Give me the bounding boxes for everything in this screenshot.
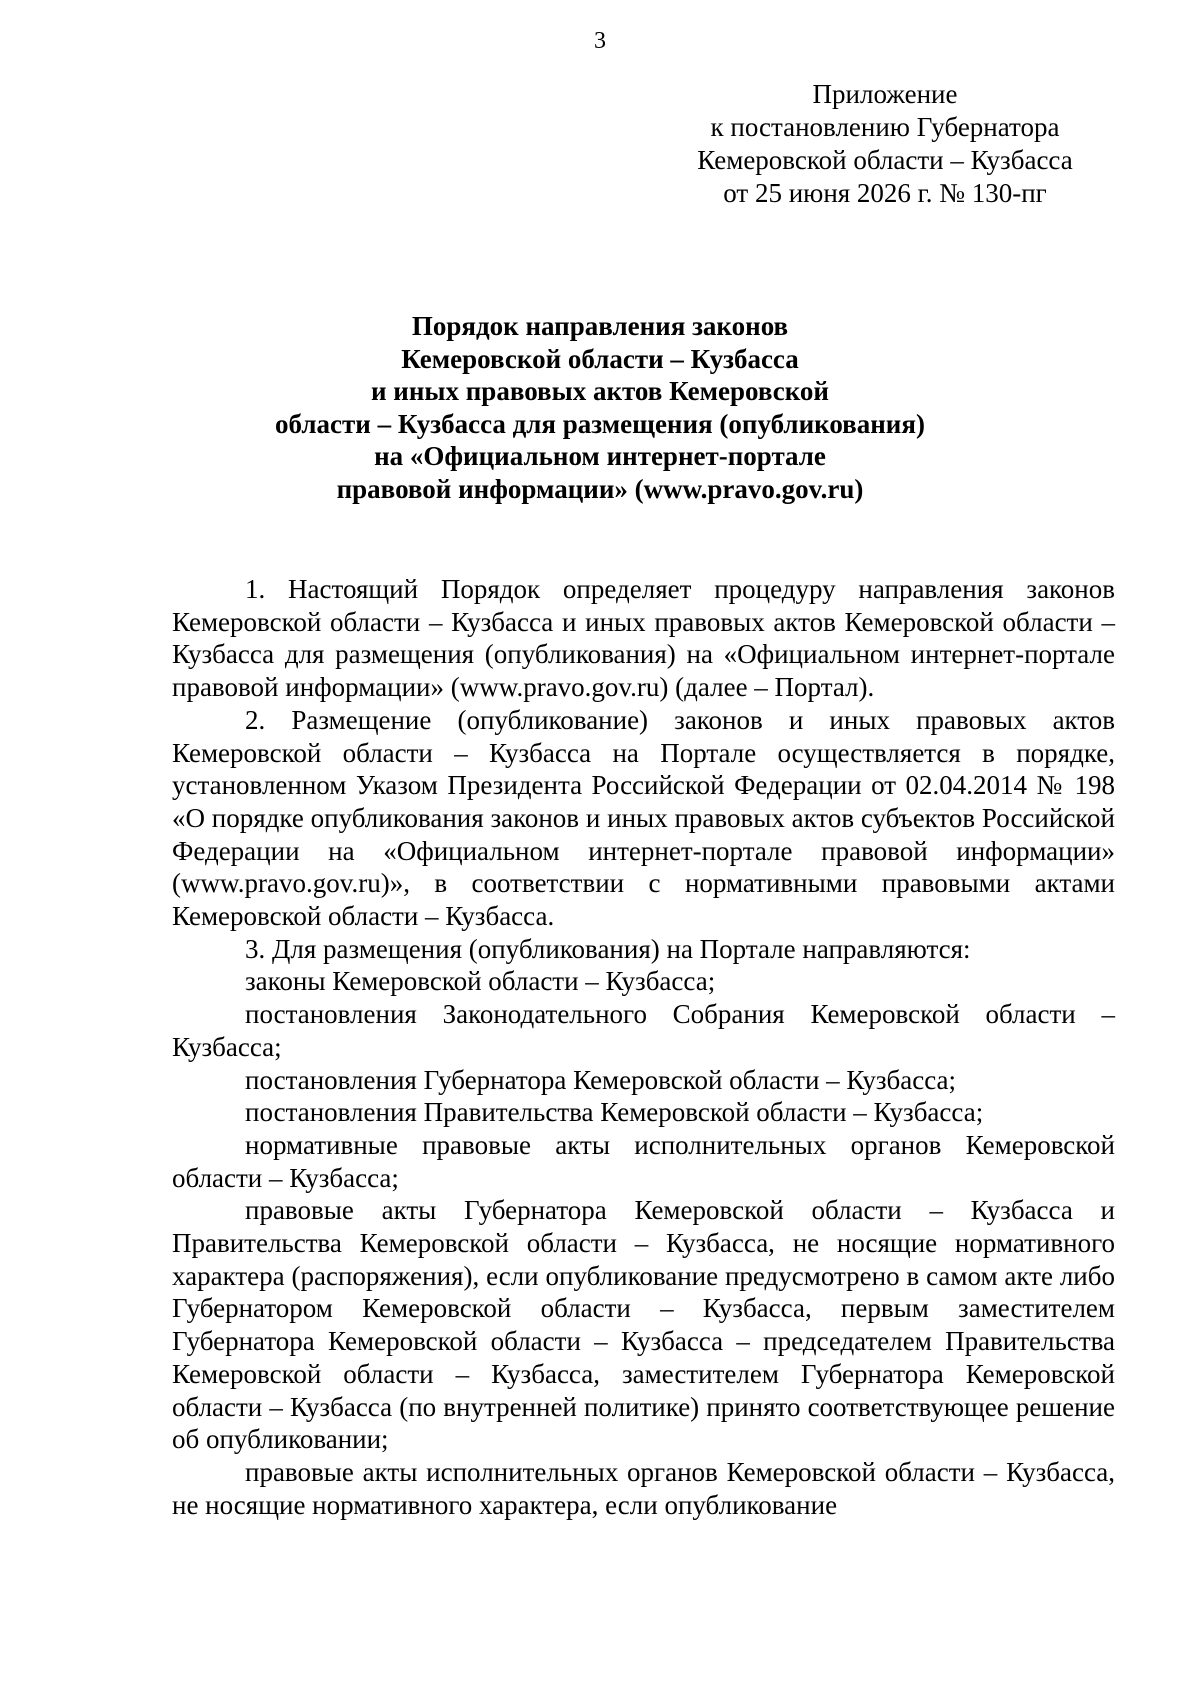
title-line: и иных правовых актов Кемеровской [371,376,829,406]
title-line: правовой информации» (www.pravo.gov.ru) [336,473,864,504]
title-line: Кемеровской области – Кузбасса [401,343,799,374]
list-item-executive-acts: правовые акты исполнительных органов Кемеровской области – Кузбасса, не носящие нормативного характера, если опубликование [172,1456,1115,1520]
appendix-line: от 25 июня 2026 г. № 130-пг [723,178,1047,208]
list-item-governor-resolutions: постановления Губернатора Кемеровской области – Кузбасса; [245,1064,957,1095]
paragraph-1: 1. Настоящий Порядок определяет процедуру направления законов Кемеровской области – Кузбасса и иных правовых актов Кемеровской области – Кузбасса для размещения (опубликования) на «Официальном интернет-портале правовой информации» (www.pravo.gov.ru) (далее – Портал). [172,574,1115,703]
list-item-government-resolutions: постановления Правительства Кемеровской области – Кузбасса; [245,1097,984,1128]
list-item-laws: законы Кемеровской области – Кузбасса; [245,966,716,997]
title-line: Порядок направления законов [411,311,789,341]
appendix-line: Кемеровской области – Кузбасса [697,145,1073,175]
title-line: на «Официальном интернет-портале [374,441,826,471]
title-line: области – Кузбасса для размещения (опубликования) [275,408,925,439]
appendix-line: Приложение [812,79,958,109]
list-item-normative-acts: нормативные правовые акты исполнительных органов Кемеровской области – Кузбасса; [172,1129,1115,1193]
list-item-legislative-assembly: постановления Законодательного Собрания Кемеровской области – Кузбасса; [172,999,1115,1062]
document-body [172,573,1115,1521]
page-number: 3 [594,28,606,54]
document-title [170,310,1030,505]
appendix-line: к постановлению Губернатора [710,112,1060,142]
appendix-header [670,78,1100,210]
paragraph-2: 2. Размещение (опубликование) законов и иных правовых актов Кемеровской области – Кузбасса на Портале осуществляется в порядке, установленном Указом Президента Российской Федерации от 02.04.2014 № 198 «О порядке опубликования законов и иных правовых актов субъектов Российской Федерации на «Официальном интернет-портале правовой информации» (www.pravo.gov.ru)», в соответствии с нормативными правовыми актами Кемеровской области – Кузбасса. [172,704,1115,932]
paragraph-3: 3. Для размещения (опубликования) на Портале направляются: [245,933,971,964]
list-item-governor-orders: правовые акты Губернатора Кемеровской области – Кузбасса и Правительства Кемеровской области – Кузбасса, не носящие нормативного характера (распоряжения), если опубликование предусмотрено в самом акте либо Губернатором Кемеровской области – Кузбасса, первым заместителем Губернатора Кемеровской области – Кузбасса – председателем Правительства Кемеровской области – Кузбасса, заместителем Губернатора Кемеровской области – Кузбасса (по внутренней политике) принято соответствующее решение об опубликовании; [172,1195,1115,1455]
